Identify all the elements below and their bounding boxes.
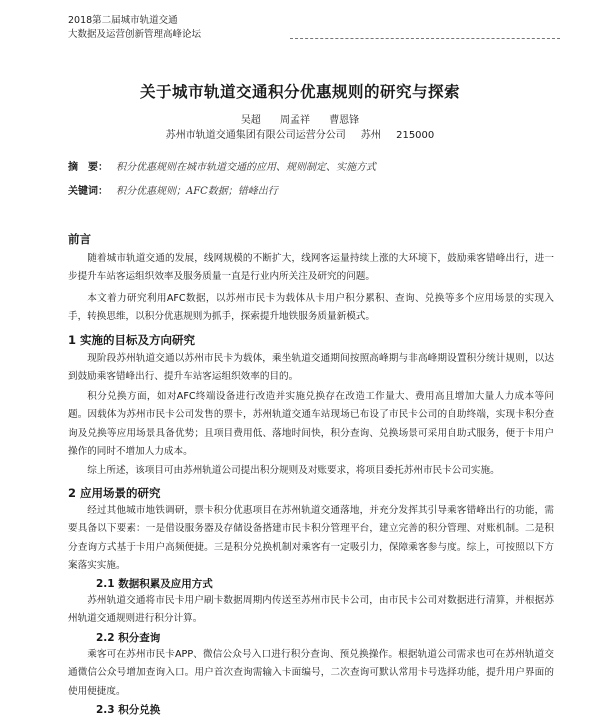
affiliation: 苏州市轨道交通集团有限公司运营分公司 [165, 130, 346, 141]
section-heading-preface: 前言 [68, 232, 91, 246]
running-header [68, 14, 201, 42]
abstract-text: 积分优惠规则在城市轨道交通的应用、规则制定、实施方式 [116, 162, 376, 173]
author-2: 周孟祥 [280, 115, 310, 126]
author-1: 吴超 [240, 115, 261, 126]
section-heading-2: 2 应用场景的研究 [68, 486, 161, 500]
abstract [68, 160, 568, 175]
paragraph-s2-1: 经过其他城市地铁调研，票卡积分优惠项目在苏州轨道交通落地，并充分发挥其引导乘客错峰出行的功能，需要具备以下要素：一是借设服务器及存储设备搭建市民卡积分管理平台，建立完善的积分管理、对账机制。二是积分查询方式基于卡用户高频便捷。三是积分兑换机制对乘客有一定吸引力，保障乘客参与度。综上，可按照以下方案落实实施。 [68, 505, 554, 572]
affiliation-postcode: 215000 [396, 130, 435, 141]
affiliation-line [0, 126, 600, 141]
paper-title: 关于城市轨道交通积分优惠规则的研究与探索 [139, 83, 460, 101]
abstract-label: 摘 要： [68, 162, 108, 173]
author-3: 曹恩锋 [329, 115, 360, 126]
header-line-1: 2018第二届城市轨道交通 [68, 15, 178, 26]
paragraph-s1-2: 积分兑换方面，如对AFC终端设备进行改造并实施兑换存在改造工作量大、费用高且增加大量人力成本等问题。因载体为苏州市民卡公司发售的票卡，苏州轨道交通车站现场已布设了市民卡公司的自助终端，实现卡积分查询及兑换等应用场景具备优势；且项目费用低、落地时间快，积分查询、兑换场景可采用自助式服务，便于卡用户操作的同时不增加人力成本。 [68, 391, 554, 458]
header-rule [290, 38, 560, 39]
paragraph-s1-1: 现阶段苏州轨道交通以苏州市民卡为载体，乘坐轨道交通期间按照高峰期与非高峰期设置积分统计规则，以达到鼓励乘客错峰出行、提升车站客运组织效率的目的。 [68, 353, 554, 383]
paragraph-preface-2: 本文着力研究利用AFC数据，以苏州市民卡为载体从卡用户积分累积、查询、兑换等多个应用场景的实现入手，转换思维，以积分优惠规则为抓手，探索提升地铁服务质量新模式。 [68, 293, 554, 323]
subsection-heading-2-3: 2.3 积分兑换 [96, 704, 161, 716]
author-list [0, 111, 600, 126]
keywords-label: 关键词： [68, 186, 108, 197]
paragraph-s2-1-1: 苏州轨道交通将市民卡用户刷卡数据周期内传送至苏州市民卡公司，由市民卡公司对数据进行清算，并根据苏州轨道交通规则进行积分计算。 [68, 595, 554, 625]
subsection-heading-2-2: 2.2 积分查询 [96, 632, 161, 644]
keywords-text: 积分优惠规则；AFC数据；错峰出行 [116, 186, 278, 197]
paragraph-s2-2-1: 乘客可在苏州市民卡APP、微信公众号入口进行积分查询、预兑换操作。根据轨道公司需求也可在苏州轨道交通微信公众号增加查询入口。用户首次查询需输入卡面编号，二次查询可默认常用卡号选择功能，提升用户界面的使用便捷度。 [68, 649, 554, 697]
affiliation-city: 苏州 [360, 130, 381, 141]
paragraph-preface-1: 随着城市轨道交通的发展，线网规模的不断扩大，线网客运量持续上涨的大环境下，鼓励乘客错峰出行，进一步提升车站客运组织效率及服务质量一直是行业内所关注及研究的问题。 [68, 253, 554, 283]
paragraph-s1-3: 综上所述，该项目可由苏州轨道公司提出积分规则及对账要求，将项目委托苏州市民卡公司实施。 [87, 465, 500, 476]
subsection-heading-2-1: 2.1 数据积累及应用方式 [96, 578, 213, 590]
header-line-2: 大数据及运营创新管理高峰论坛 [68, 29, 202, 40]
section-heading-1: 1 实施的目标及方向研究 [68, 333, 196, 347]
keywords [68, 184, 568, 199]
